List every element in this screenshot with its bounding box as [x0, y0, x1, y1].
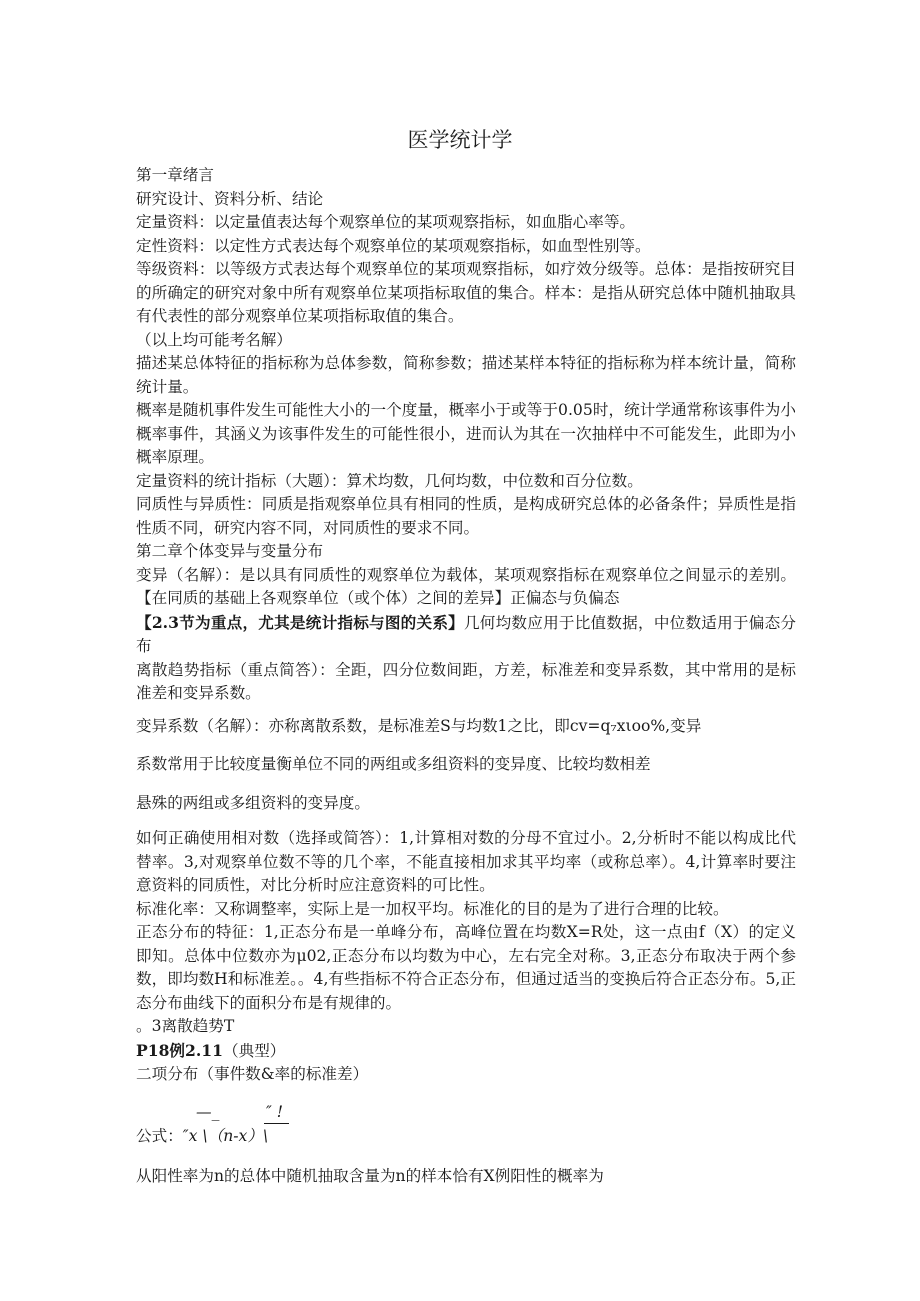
paragraph: 定量资料：以定量值表达每个观察单位的某项观察指标，如血脂心率等。 — [136, 213, 636, 231]
formula-label: 公式： — [136, 1126, 183, 1145]
paragraph: 从阳性率为n的总体中随机抽取含量为n的样本恰有X例阳性的概率为 — [136, 1166, 604, 1185]
paragraph: 变异（名解）：是以具有同质性的观察单位为载体，某项观察指标在观察单位之间显示的差别。【在同质的基础上各观察单位（或个体）之间的差异】正偏态与负偏态 — [136, 565, 796, 607]
paragraph: 。3离散趋势T — [136, 1017, 235, 1035]
paragraph: 概率是随机事件发生可能性大小的一个度量，概率小于或等于0.05时，统计学通常称该事件为小概率事件，其涵义为该事件发生的可能性很小，进而认为其在一次抽样中不可能发生，此即为小概率原理。 — [136, 401, 796, 466]
chapter-2-heading: 第二章个体变异与变量分布 — [136, 542, 324, 560]
paragraph: 同质性与异质性：同质是指观察单位具有相同的性质，是构成研究总体的必备条件；异质性是指性质不同，研究内容不同，对同质性的要求不同。 — [136, 495, 796, 537]
paragraph: 标准化率：又称调整率，实际上是一加权平均。标准化的目的是为了进行合理的比较。 — [136, 899, 729, 918]
paragraph: 变异系数（名解）：亦称离散系数，是标准差S与均数1之比，即cv=q₇xιoo%,变异 — [136, 716, 702, 735]
paragraph: 定性资料：以定性方式表达每个观察单位的某项观察指标，如血型性别等。 — [136, 236, 651, 255]
paragraph: 二项分布（事件数&率的标准差） — [136, 1065, 369, 1083]
paragraph: 等级资料：以等级方式表达每个观察单位的某项观察指标，如疗效分级等。总体：是指按研究目的所确定的研究对象中所有观察单位某项指标取值的集合。样本：是指从研究总体中随机抽取具有代表性的部分观察单位某项指标取值的集合。 — [136, 260, 796, 325]
formula-line — [136, 1125, 268, 1149]
paragraph: 定量资料的统计指标（大题）：算术均数，几何均数，中位数和百分位数。 — [136, 471, 643, 490]
paragraph: 系数常用于比较度量衡单位不同的两组或多组资料的变异度、比较均数相差 — [136, 755, 651, 773]
formula-top-right-text: ″ ! — [266, 1102, 284, 1121]
fraction-bar — [264, 1123, 289, 1124]
paragraph: 描述某总体特征的指标称为总体参数，简称参数；描述某样本特征的指标称为样本统计量，简称统计量。 — [136, 354, 796, 396]
chapter-1-heading: 第一章绪言 — [136, 166, 214, 184]
paragraph: 悬殊的两组或多组资料的变异度。 — [136, 793, 370, 812]
paragraph — [136, 611, 796, 659]
example-reference: P18例2.11 — [136, 1040, 223, 1060]
paragraph: 研究设计、资料分析、结论 — [136, 189, 324, 208]
paragraph — [136, 1039, 796, 1064]
inline-text: 几何均数应用于比值数据，中位数适用于偏态分布 — [136, 613, 796, 655]
paragraph: （以上均可能考名解） — [136, 330, 292, 349]
document-body — [136, 164, 796, 1188]
paragraph: 正态分布的特征：1,正态分布是一单峰分布，高峰位置在均数X=R处，这一点由f（X）的定义即知。总体中位数亦为μ02,正态分布以均数为中心，左右完全对称。3,正态分布取决于两个参数，即均数H和标准差。。4,有些指标不符合正态分布，但通过适当的变换后符合正态分布。5,正态分布曲线下的面积分布是有规律的。 — [136, 923, 796, 1012]
formula-top-left: —_ — [196, 1102, 220, 1121]
paragraph: 离散趋势指标（重点简答）：全距，四分位数间距，方差，标准差和变异系数，其中常用的是标准差和变异系数。 — [136, 660, 796, 702]
emphasis-text: 【2.3节为重点，尤其是统计指标与图的关系】 — [136, 612, 464, 632]
paragraph: 如何正确使用相对数（选择或简答）：1,计算相对数的分母不宜过小。2,分析时不能以构成比代替率。3,对观察单位数不等的几个率，不能直接相加求其平均率（或称总率）。4,计算率时要注意资料的同质性，对比分析时应注意资料的可比性。 — [136, 829, 796, 894]
formula-top-right — [266, 1101, 283, 1125]
spacer — [136, 1151, 796, 1165]
formula-block — [136, 1101, 796, 1151]
formula-body: ″x \（n-x）\ — [182, 1126, 269, 1145]
document-title: 医学统计学 — [407, 128, 513, 152]
inline-text: （典型） — [223, 1041, 286, 1060]
